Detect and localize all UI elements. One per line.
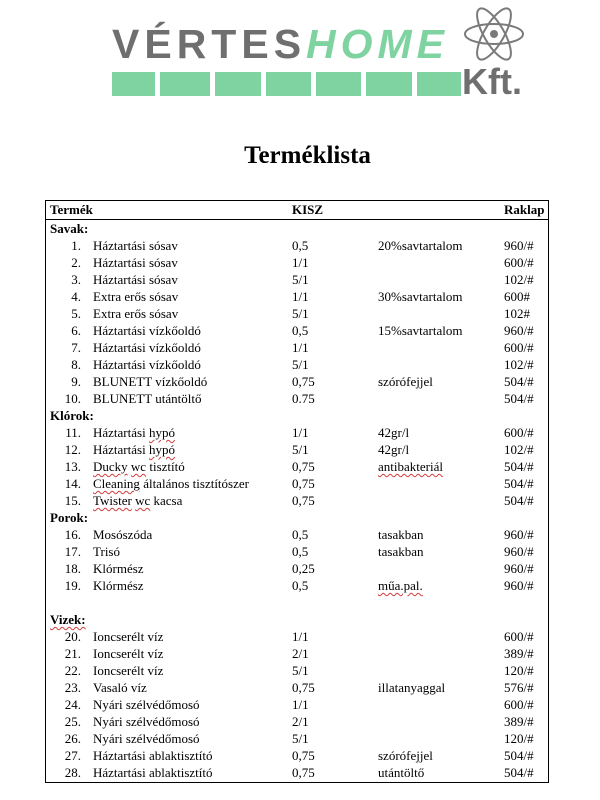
package-size: 5/1: [292, 272, 309, 287]
row-number: 3.: [71, 272, 81, 287]
table-row: [46, 254, 548, 271]
logo-bar: [160, 72, 210, 96]
row-number: 27.: [64, 748, 81, 763]
table-row: [46, 679, 548, 696]
table-row: [46, 492, 548, 509]
row-number: 14.: [64, 476, 81, 491]
package-size: 2/1: [292, 646, 309, 661]
product-name: Háztartási hypó: [93, 425, 175, 440]
pallet-quantity: 600#: [504, 289, 530, 304]
row-number: 10.: [64, 391, 81, 406]
header-kisz: KISZ: [292, 202, 324, 217]
product-note: tasakban: [378, 544, 424, 559]
table-row: [46, 662, 548, 679]
row-number: 21.: [64, 646, 81, 661]
product-note: utántöltő: [378, 765, 425, 780]
pallet-quantity: 960/#: [504, 238, 534, 253]
product-name: Nyári szélvédőmosó: [93, 714, 200, 729]
section-heading: [46, 220, 548, 237]
logo-bar: [417, 72, 461, 96]
table-row: [46, 373, 548, 390]
pallet-quantity: 120/#: [504, 663, 534, 678]
product-name: Háztartási vízkőoldó: [93, 323, 201, 338]
row-number: 9.: [71, 374, 81, 389]
row-number: 20.: [64, 629, 81, 644]
product-name: Vasaló víz: [93, 680, 147, 695]
row-number: 18.: [64, 561, 81, 576]
product-note: szórófejjel: [378, 748, 433, 763]
pallet-quantity: 504/#: [504, 391, 534, 406]
pallet-quantity: 504/#: [504, 374, 534, 389]
package-size: 1/1: [292, 289, 309, 304]
header-raklap: Raklap: [504, 202, 545, 217]
product-name: Twister wc kacsa: [93, 493, 183, 508]
row-number: 24.: [64, 697, 81, 712]
row-number: 1.: [71, 238, 81, 253]
row-number: 23.: [64, 680, 81, 695]
product-name: Háztartási ablaktisztító: [93, 765, 213, 780]
pallet-quantity: 576/#: [504, 680, 534, 695]
row-number: 7.: [71, 340, 81, 355]
product-name: Mosószóda: [93, 527, 153, 542]
row-number: 5.: [71, 306, 81, 321]
package-size: 5/1: [292, 306, 309, 321]
pallet-quantity: 600/#: [504, 255, 534, 270]
logo-word-home: HOME: [306, 21, 449, 67]
product-name: Extra erős sósav: [93, 289, 179, 304]
row-number: 12.: [64, 442, 81, 457]
product-name: Háztartási sósav: [93, 238, 178, 253]
product-name: Cleaning általános tisztítószer: [93, 476, 249, 491]
table-row: [46, 305, 548, 322]
package-size: 1/1: [292, 255, 309, 270]
section-label: Vizek:: [50, 612, 86, 627]
product-note: 42gr/l: [378, 425, 410, 440]
table-row: [46, 577, 548, 594]
product-name: Háztartási ablaktisztító: [93, 748, 213, 763]
pallet-quantity: 102/#: [504, 272, 534, 287]
pallet-quantity: 600/#: [504, 425, 534, 440]
package-size: 0,5: [292, 527, 309, 542]
logo-bars: [112, 72, 466, 96]
logo-bar: [266, 72, 311, 96]
product-name: Nyári szélvédőmosó: [93, 697, 200, 712]
table-header: [46, 201, 548, 220]
table-row: [46, 271, 548, 288]
product-name: Háztartási sósav: [93, 255, 178, 270]
pallet-quantity: 960/#: [504, 578, 534, 593]
page-title: Terméklista: [244, 142, 371, 169]
package-size: 0,75: [292, 680, 315, 695]
table-row: [46, 747, 548, 764]
row-number: 17.: [64, 544, 81, 559]
package-size: 1/1: [292, 697, 309, 712]
product-note: antibakteriál: [378, 459, 443, 474]
product-name: Nyári szélvédőmosó: [93, 731, 200, 746]
section-label: Savak:: [50, 221, 89, 236]
package-size: 5/1: [292, 663, 309, 678]
product-name: Ioncserélt víz: [93, 663, 164, 678]
logo-bar: [112, 72, 155, 96]
product-note: tasakban: [378, 527, 424, 542]
row-number: 11.: [65, 425, 81, 440]
product-name: Extra erős sósav: [93, 306, 179, 321]
table-row: [46, 628, 548, 645]
product-name: BLUNETT vízkőoldó: [93, 374, 208, 389]
pallet-quantity: 120/#: [504, 731, 534, 746]
section-spacer: [46, 594, 548, 611]
product-note: 42gr/l: [378, 442, 410, 457]
product-note: 15%savtartalom: [378, 323, 463, 338]
header-product: Termék: [50, 202, 93, 217]
pallet-quantity: 102/#: [504, 442, 534, 457]
section-label: Klórok:: [50, 408, 94, 423]
table-row: [46, 424, 548, 441]
table-row: [46, 560, 548, 577]
logo-bar: [215, 72, 261, 96]
table-row: [46, 696, 548, 713]
row-number: 2.: [71, 255, 81, 270]
product-name: Ioncserélt víz: [93, 646, 164, 661]
pallet-quantity: 504/#: [504, 476, 534, 491]
row-number: 28.: [64, 765, 81, 780]
pallet-quantity: 389/#: [504, 714, 534, 729]
pallet-quantity: 600/#: [504, 629, 534, 644]
pallet-quantity: 960/#: [504, 544, 534, 559]
pallet-quantity: 102/#: [504, 357, 534, 372]
package-size: 0,75: [292, 459, 315, 474]
table-row: [46, 526, 548, 543]
package-size: 0,5: [292, 238, 309, 253]
atom-icon: [462, 2, 526, 66]
row-number: 26.: [64, 731, 81, 746]
row-number: 8.: [71, 357, 81, 372]
logo-kft: Kft.: [462, 61, 522, 102]
table-row: [46, 764, 548, 781]
row-number: 22.: [64, 663, 81, 678]
section-heading: [46, 611, 548, 628]
table-body: [46, 220, 548, 781]
package-size: 1/1: [292, 629, 309, 644]
package-size: 0,5: [292, 323, 309, 338]
product-name: Ioncserélt víz: [93, 629, 164, 644]
row-number: 19.: [64, 578, 81, 593]
section-label: Porok:: [50, 510, 89, 525]
row-number: 15.: [64, 493, 81, 508]
table-row: [46, 339, 548, 356]
product-table: [45, 200, 549, 783]
table-row: [46, 288, 548, 305]
pallet-quantity: 600/#: [504, 340, 534, 355]
table-row: [46, 237, 548, 254]
row-number: 4.: [71, 289, 81, 304]
section-heading: [46, 407, 548, 424]
pallet-quantity: 504/#: [504, 493, 534, 508]
package-size: 0,5: [292, 578, 309, 593]
product-name: Klórmész: [93, 561, 144, 576]
table-row: [46, 475, 548, 492]
package-size: 0,75: [292, 493, 315, 508]
row-number: 16.: [64, 527, 81, 542]
pallet-quantity: 389/#: [504, 646, 534, 661]
product-name: Háztartási sósav: [93, 272, 178, 287]
table-row: [46, 730, 548, 747]
table-row: [46, 645, 548, 662]
package-size: 5/1: [292, 442, 309, 457]
pallet-quantity: 960/#: [504, 527, 534, 542]
package-size: 5/1: [292, 357, 309, 372]
product-name: Ducky wc tisztító: [93, 459, 185, 474]
package-size: 2/1: [292, 714, 309, 729]
package-size: 0,25: [292, 561, 315, 576]
table-row: [46, 713, 548, 730]
table-row: [46, 390, 548, 407]
pallet-quantity: 960/#: [504, 323, 534, 338]
product-note: illatanyaggal: [378, 680, 446, 695]
logo-bar: [316, 72, 361, 96]
pallet-quantity: 504/#: [504, 459, 534, 474]
table-row: [46, 441, 548, 458]
product-name: Háztartási hypó: [93, 442, 175, 457]
logo-word-vertes: VÉRTES: [112, 21, 307, 67]
row-number: 13.: [64, 459, 81, 474]
company-logo: [0, 0, 600, 110]
product-note: műa.pal.: [378, 578, 423, 593]
package-size: 0,5: [292, 544, 309, 559]
section-heading: [46, 509, 548, 526]
package-size: 1/1: [292, 340, 309, 355]
row-number: 6.: [71, 323, 81, 338]
package-size: 0.75: [292, 391, 315, 406]
product-note: szórófejjel: [378, 374, 433, 389]
table-row: [46, 356, 548, 373]
package-size: 5/1: [292, 731, 309, 746]
logo-bar: [366, 72, 412, 96]
pallet-quantity: 102#: [504, 306, 530, 321]
product-name: Klórmész: [93, 578, 144, 593]
product-name: Háztartási vízkőoldó: [93, 357, 201, 372]
package-size: 0,75: [292, 748, 315, 763]
product-name: Háztartási vízkőoldó: [93, 340, 201, 355]
pallet-quantity: 504/#: [504, 748, 534, 763]
package-size: 0,75: [292, 476, 315, 491]
product-note: 30%savtartalom: [378, 289, 463, 304]
pallet-quantity: 504/#: [504, 765, 534, 780]
table-row: [46, 543, 548, 560]
pallet-quantity: 600/#: [504, 697, 534, 712]
row-number: 25.: [64, 714, 81, 729]
package-size: 0,75: [292, 374, 315, 389]
product-name: Trisó: [93, 544, 120, 559]
package-size: 1/1: [292, 425, 309, 440]
package-size: 0,75: [292, 765, 315, 780]
table-row: [46, 458, 548, 475]
table-row: [46, 322, 548, 339]
product-name: BLUNETT utántöltő: [93, 391, 202, 406]
product-note: 20%savtartalom: [378, 238, 463, 253]
pallet-quantity: 960/#: [504, 561, 534, 576]
